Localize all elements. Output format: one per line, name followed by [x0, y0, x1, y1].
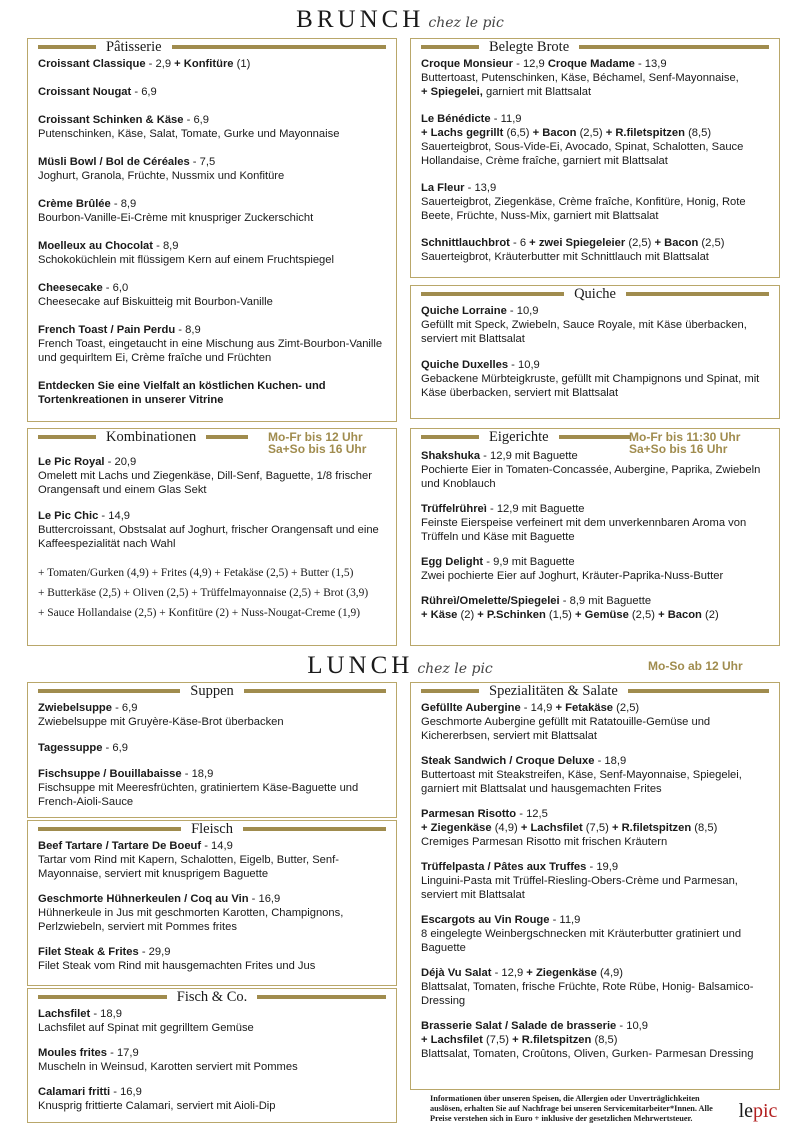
menu-item: [38, 945, 386, 973]
item-price: - 12,9: [513, 58, 548, 70]
item-price: - 20,9: [104, 456, 137, 468]
logo-text-pic: pic: [753, 1100, 778, 1122]
item-price: - 9,9 mit Baguette: [483, 556, 575, 568]
item-price: - 8,9: [110, 198, 137, 210]
header-bar: [38, 689, 180, 693]
fleisch-section: [27, 820, 397, 986]
header-bar: [579, 45, 769, 49]
item-price: - 19,9: [586, 861, 619, 873]
item-price: - 18,9: [594, 755, 627, 767]
times-weekend: Sa+So bis 16 Uhr: [268, 442, 367, 456]
addon-line: + Butterkäse (2,5) + Oliven (2,5) + Trüffelmayonnaise (2,5) + Brot (3,9): [38, 587, 369, 599]
menu-item: [421, 860, 769, 902]
item-extra-price: (8,5): [591, 1034, 618, 1046]
eigerichte-section: [410, 428, 780, 646]
times-weekend: Sa+So bis 16 Uhr: [629, 442, 728, 456]
quiche-section: [410, 285, 780, 419]
item-name: Geschmorte Hühnerkeulen / Coq au Vin: [38, 893, 249, 905]
item-name: Egg Delight: [421, 556, 484, 568]
header-bar: [628, 689, 769, 693]
brunch-heading: BRUNCH: [296, 6, 425, 33]
item-price: - 6,0: [102, 282, 129, 294]
spezialitaeten-section: [410, 682, 780, 1090]
item-name: Gefüllte Aubergine: [421, 702, 521, 714]
item-price: - 18,9: [181, 768, 214, 780]
item-name: Parmesan Risotto: [421, 808, 517, 820]
item-price: - 14,9: [201, 840, 233, 852]
menu-item: [421, 1019, 769, 1061]
logo-text-le: le: [738, 1100, 753, 1122]
item-desc: Geschmorte Aubergine gefüllt mit Ratatouille-Gemüse und Kichererbsen, serviert mit Blattsalat: [421, 716, 711, 742]
item-desc: Joghurt, Granola, Früchte, Nussmix und Konfitüre: [38, 170, 285, 182]
lunch-heading: LUNCH: [307, 652, 414, 679]
item-price: - 7,5: [189, 156, 216, 168]
belegte-brote-header: [421, 39, 769, 55]
item-desc: Sauerteigbrot, Ziegenkäse, Crème fraîche, Konfitüre, Honig, Rote Beete, Früchte, Nuss-Mix, garniert mit Blattsalat: [421, 196, 746, 222]
belegte-brote-label: Belegte Brote: [489, 38, 570, 55]
allergen-footnote: Informationen über unseren Speisen, die Allergien oder Unverträglichkeiten auslösen, erhalten Sie auf Nachfrage bei unseren Servicemitarbeiter*Innen. Alle Preise verstehen sich in Euro + inklusive der gesetzlichen Mehrwertsteuer.: [430, 1094, 713, 1123]
item-extra-price: (7,5): [482, 1034, 513, 1046]
vitrine-note: Entdecken Sie eine Vielfalt an köstlichen Kuchen- und Tortenkreationen in unserer Vitrine: [38, 380, 326, 406]
menu-item: [421, 502, 769, 544]
item-name: Müsli Bowl / Bol de Céréales: [38, 156, 190, 168]
header-bar: [421, 292, 564, 296]
addon-line: + Tomaten/Gurken (4,9) + Frites (4,9) + Fetakäse (2,5) + Butter (1,5): [38, 567, 354, 579]
menu-item: [38, 839, 386, 881]
menu-item: [38, 155, 386, 183]
header-bar: [206, 435, 248, 439]
item-name: Schnittlauchbrot: [421, 237, 510, 249]
item-name: Trüffelrühreì: [421, 503, 487, 515]
item-name: Tagessuppe: [38, 742, 103, 754]
spezialitaeten-header: [421, 683, 769, 699]
belegte-brote-section: [410, 38, 780, 278]
times-weekday: Mo-Fr bis 11:30 Uhr: [629, 430, 741, 444]
item-extra-price: (6,5): [503, 127, 533, 139]
menu-item: [421, 181, 769, 223]
menu-item: [38, 197, 386, 225]
item-desc: Sauerteigbrot, Kräuterbutter mit Schnittlauch mit Blattsalat: [421, 251, 709, 263]
item-extra: + Bacon: [654, 237, 699, 249]
menu-item: [38, 85, 386, 99]
item-extra-price: (2,5): [628, 609, 659, 621]
item-extra: + Bacon: [532, 127, 577, 139]
header-bar: [38, 827, 181, 831]
menu-item: [421, 913, 769, 955]
item-price: - 12,5: [516, 808, 548, 820]
fisch-header: [38, 989, 386, 1005]
item-price: - 6,9: [183, 114, 209, 126]
lunch-times: Mo-So ab 12 Uhr: [648, 659, 743, 673]
fisch-label: Fisch & Co.: [176, 988, 248, 1005]
suppen-header: [38, 683, 386, 699]
item-name: Crème Brûlée: [38, 198, 111, 210]
item-name: Calamari fritti: [38, 1086, 111, 1098]
item-price: - 10,9: [506, 305, 539, 317]
eigerichte-times: [629, 431, 740, 455]
header-bar: [38, 45, 96, 49]
item-name: Croque Madame: [547, 58, 635, 70]
header-bar: [421, 435, 479, 439]
item-extra: + Lachsfilet: [520, 822, 583, 834]
item-extra-price: (1,5): [545, 609, 576, 621]
item-price: - 8,9 mit Baguette: [559, 595, 652, 607]
patisserie-header: [38, 39, 386, 55]
item-desc: Gefüllt mit Speck, Zwiebeln, Sauce Royale, mit Käse überbacken, serviert mit Blattsalat: [421, 319, 747, 345]
item-name: Croissant Classique: [38, 58, 146, 70]
menu-item: [38, 741, 386, 755]
header-bar: [38, 435, 96, 439]
menu-item: [421, 112, 769, 168]
item-desc: garniert mit Blattsalat: [482, 86, 592, 98]
item-desc: Knusprig frittierte Calamari, serviert mit Aioli-Dip: [38, 1100, 276, 1112]
item-desc: Buttercroissant, Obstsalat auf Joghurt, frischer Orangensaft und eine Kaffeespezialität nach Wahl: [38, 524, 379, 550]
item-name: Croque Monsieur: [421, 58, 513, 70]
eigerichte-label: Eigerichte: [489, 428, 549, 445]
item-extra: + Bacon: [658, 609, 702, 621]
item-desc: Blattsalat, Tomaten, frische Früchte, Rote Rübe, Honig- Balsamico-Dressing: [421, 981, 754, 1007]
item-extra: + Konfitüre: [171, 58, 234, 70]
item-extra-price: (8,5): [691, 822, 718, 834]
fleisch-header: [38, 821, 386, 837]
item-price: - 13,9: [634, 58, 667, 70]
kombinationen-header: [38, 429, 248, 445]
item-desc: Filet Steak vom Rind mit hausgemachten Frites und Jus: [38, 960, 316, 972]
item-extra: + Lachsfilet: [421, 1034, 483, 1046]
menu-item: [38, 281, 386, 309]
header-bar: [38, 995, 167, 999]
item-desc: Sauerteigbrot, Sous-Vide-Ei, Avocado, Spinat, Schalotten, Sauce Hollandaise, Crème fraîche, garniert mit Blattsalat: [421, 141, 744, 167]
menu-item: [421, 358, 769, 400]
item-name: La Fleur: [421, 182, 465, 194]
item-price: - 17,9: [107, 1047, 139, 1059]
item-extra-price: (2,5): [625, 237, 655, 249]
item-desc: Tartar vom Rind mit Kapern, Schalotten, Eigelb, Butter, Senf-Mayonnaise, serviert mit knusprigem Baguette: [38, 854, 339, 880]
item-extra: + R.filetspitzen: [512, 1034, 592, 1046]
item-extra-price: (2,5): [576, 127, 606, 139]
item-price: - 18,9: [90, 1008, 122, 1020]
item-name: Shakshuka: [421, 450, 481, 462]
item-extra-price: (4,9): [491, 822, 521, 834]
times-weekday: Mo-Fr bis 12 Uhr: [268, 430, 363, 444]
item-desc: Buttertoast mit Steakstreifen, Käse, Senf-Mayonnaise, Spiegelei, garniert mit Blattsalat und hausgemachten Frites: [421, 769, 742, 795]
item-desc: French Toast, eingetaucht in eine Mischung aus Zimt-Bourbon-Vanille und gequirltem Ei, Crème fraîche und Früchten: [38, 338, 383, 364]
item-price: - 14,9: [98, 510, 131, 522]
item-price: - 2,9: [145, 58, 172, 70]
menu-item: [421, 555, 769, 583]
item-desc: Zwiebelsuppe mit Gruyère-Käse-Brot überbacken: [38, 716, 284, 728]
item-desc: Lachsfilet auf Spinat mit gegrilltem Gemüse: [38, 1022, 254, 1034]
menu-item: [38, 455, 386, 497]
kombinationen-addons: [38, 563, 386, 623]
item-price: - 8,9: [153, 240, 179, 252]
item-extra: + zwei Spiegeleier: [529, 237, 626, 249]
item-name: Quiche Lorraine: [421, 305, 507, 317]
menu-item: [38, 323, 386, 365]
brunch-script: chez le pic: [428, 15, 504, 31]
item-extra-price: (1): [233, 58, 251, 70]
item-desc: 8 eingelegte Weinbergschnecken mit Kräuterbutter gratiniert und Baguette: [421, 928, 742, 954]
item-price: - 14,9: [520, 702, 556, 714]
item-price: - 10,9: [616, 1020, 648, 1032]
item-name: Le Bénédicte: [421, 113, 491, 125]
kombinationen-section: [27, 428, 397, 646]
menu-item: [38, 113, 386, 141]
item-desc: Muscheln in Weinsud, Karotten serviert mit Pommes: [38, 1061, 298, 1073]
item-desc: Cheesecake auf Biskuitteig mit Bourbon-Vanille: [38, 296, 273, 308]
menu-item: [38, 1085, 386, 1113]
item-extra: + R.filetspitzen: [611, 822, 692, 834]
item-name: Le Pic Royal: [38, 456, 105, 468]
item-extra: + Lachs gegrillt: [421, 127, 504, 139]
item-desc: Feinste Eierspeise verfeinert mit dem unverkennbaren Aroma von Trüffeln und Käse mit Baguette: [421, 517, 747, 543]
item-desc: Buttertoast, Putenschinken, Käse, Béchamel, Senf-Mayonnaise,: [421, 72, 739, 84]
header-bar: [257, 995, 386, 999]
item-name: Moelleux au Chocolat: [38, 240, 153, 252]
item-price: - 16,9: [248, 893, 281, 905]
item-name: Lachsfilet: [38, 1008, 91, 1020]
item-name: Croissant Schinken & Käse: [38, 114, 184, 126]
item-price: - 12,9: [491, 967, 527, 979]
item-desc: Zwei pochierte Eier auf Joghurt, Kräuter-Paprika-Nuss-Butter: [421, 570, 724, 582]
item-extra-price: (2,5): [698, 237, 725, 249]
le-pic-logo: [732, 1097, 784, 1127]
menu-item: [38, 767, 386, 809]
menu-item: [38, 701, 386, 729]
header-bar: [421, 689, 479, 693]
item-extra: + Gemüse: [575, 609, 629, 621]
item-price: - 12,9 mit Baguette: [480, 450, 578, 462]
menu-item: [38, 1007, 386, 1035]
item-extra-price: (4,9): [596, 967, 624, 979]
item-desc: Omelett mit Lachs und Ziegenkäse, Dill-Senf, Baguette, 1/8 frischer Orangensaft und einem Glas Sekt: [38, 470, 372, 496]
menu-item: [38, 239, 386, 267]
menu-item: [38, 57, 386, 71]
menu-item: [421, 236, 769, 264]
header-bar: [172, 45, 386, 49]
item-price: - 29,9: [138, 946, 171, 958]
item-desc: Pochierte Eier in Tomaten-Concassée, Aubergine, Paprika, Zwiebeln und Knoblauch: [421, 464, 761, 490]
item-name: Trüffelpasta / Pâtes aux Truffes: [421, 861, 587, 873]
item-name: Rühreì/Omelette/Spiegelei: [421, 595, 560, 607]
item-name: Fischsuppe / Bouillabaisse: [38, 768, 182, 780]
suppen-label: Suppen: [190, 682, 234, 699]
kombinationen-label: Kombinationen: [106, 428, 197, 445]
brunch-title: [0, 6, 800, 34]
item-extra: + Fetakäse: [555, 702, 614, 714]
item-desc: Gebackene Mürbteigkruste, gefüllt mit Champignons und Spinat, mit Käse überbacken, serviert mit Blattsalat: [421, 373, 760, 399]
item-name: Zwiebelsuppe: [38, 702, 112, 714]
item-price: - 13,9: [464, 182, 497, 194]
menu-item: [421, 754, 769, 796]
item-extra: + Ziegenkäse: [421, 822, 492, 834]
item-price: - 6,9: [131, 86, 157, 98]
menu-item: [38, 1046, 386, 1074]
kombinationen-times: [268, 431, 366, 455]
item-price: - 11,9: [549, 914, 581, 926]
item-name: Croissant Nougat: [38, 86, 132, 98]
item-desc: Fischsuppe mit Meeresfrüchten, gratiniertem Käse-Baguette und French-Aioli-Sauce: [38, 782, 359, 808]
quiche-label: Quiche: [574, 285, 616, 302]
menu-item: [421, 304, 769, 346]
item-extra: + R.filetspitzen: [605, 127, 685, 139]
item-price: - 10,9: [508, 359, 540, 371]
header-bar: [244, 689, 386, 693]
menu-item: [421, 57, 769, 99]
item-price: - 6,9: [102, 742, 128, 754]
item-extra-price: (2): [701, 609, 719, 621]
header-bar: [559, 435, 631, 439]
menu-item: [421, 966, 769, 1008]
item-desc: Blattsalat, Tomaten, Croûtons, Oliven, Gurken- Parmesan Dressing: [421, 1048, 754, 1060]
item-name: Le Pic Chic: [38, 510, 99, 522]
fleisch-label: Fleisch: [191, 820, 233, 837]
item-price: - 6,9: [111, 702, 138, 714]
patisserie-label: Pâtisserie: [106, 38, 162, 55]
menu-item: [421, 594, 769, 622]
header-bar: [421, 45, 479, 49]
item-name: French Toast / Pain Perdu: [38, 324, 176, 336]
menu-item: [38, 892, 386, 934]
item-extra-price: (2): [457, 609, 478, 621]
quiche-header: [421, 286, 769, 302]
item-extra: + P.Schinken: [477, 609, 546, 621]
item-price: - 6: [509, 237, 530, 249]
item-price: - 8,9: [175, 324, 201, 336]
item-desc: Bourbon-Vanille-Ei-Crème mit knuspriger Zuckerschicht: [38, 212, 314, 224]
header-bar: [243, 827, 386, 831]
item-name: Cheesecake: [38, 282, 103, 294]
menu-item: [38, 509, 386, 551]
item-name: Quiche Duxelles: [421, 359, 509, 371]
item-name: Moules frites: [38, 1047, 108, 1059]
suppen-section: [27, 682, 397, 818]
menu-item: [421, 807, 769, 849]
spezialitaeten-label: Spezialitäten & Salate: [489, 682, 618, 699]
item-name: Steak Sandwich / Croque Deluxe: [421, 755, 595, 767]
item-name: Déjà Vu Salat: [421, 967, 492, 979]
item-name: Escargots au Vin Rouge: [421, 914, 550, 926]
item-price: - 12,9 mit Baguette: [486, 503, 585, 515]
item-price: - 16,9: [110, 1086, 142, 1098]
item-desc: Linguini-Pasta mit Trüffel-Riesling-Obers-Crème und Parmesan, serviert mit Blattsalat: [421, 875, 738, 901]
addon-line: + Sauce Hollandaise (2,5) + Konfitüre (2) + Nuss-Nougat-Creme (1,9): [38, 607, 360, 619]
item-extra: + Ziegenkäse: [526, 967, 597, 979]
item-desc: Cremiges Parmesan Risotto mit frischen Kräutern: [421, 836, 668, 848]
fisch-section: [27, 988, 397, 1123]
item-name: Beef Tartare / Tartare De Boeuf: [38, 840, 202, 852]
item-desc: Putenschinken, Käse, Salat, Tomate, Gurke und Mayonnaise: [38, 128, 340, 140]
item-extra: + Käse: [421, 609, 458, 621]
item-price: - 11,9: [490, 113, 522, 125]
item-desc: Hühnerkeule in Jus mit geschmorten Karotten, Champignons, Perlzwiebeln, serviert mit Pommes frites: [38, 907, 344, 933]
patisserie-section: [27, 38, 397, 422]
item-name: Brasserie Salat / Salade de brasserie: [421, 1020, 617, 1032]
item-desc: Schokoküchlein mit flüssigem Kern auf einem Fruchtspiegel: [38, 254, 334, 266]
item-extra-price: (8,5): [684, 127, 712, 139]
menu-item: [421, 701, 769, 743]
item-extra-price: (7,5): [582, 822, 612, 834]
item-extra-price: (2,5): [613, 702, 640, 714]
item-name: Filet Steak & Frites: [38, 946, 139, 958]
eigerichte-header: [421, 429, 631, 445]
lunch-script: chez le pic: [417, 661, 493, 677]
header-bar: [626, 292, 769, 296]
item-extra: + Spiegelei,: [421, 86, 483, 98]
